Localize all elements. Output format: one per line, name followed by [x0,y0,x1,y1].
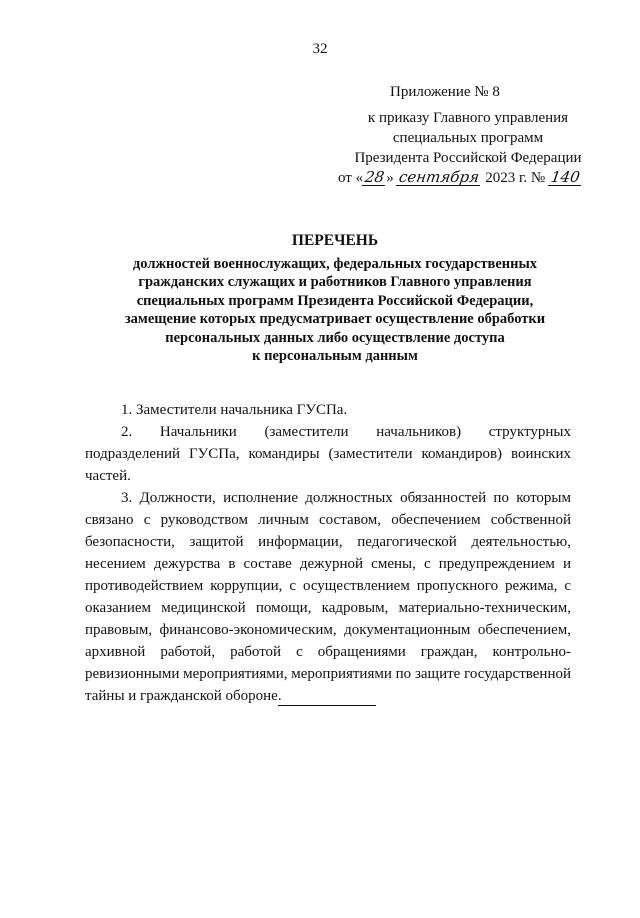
appendix-order-line: к приказу Главного управления [367,110,569,126]
handwritten-month: сентября [398,168,481,186]
title-line: специальных программ Президента Российской Федерации, [136,292,534,309]
list-item: 2. Начальники (заместители начальников) структурных подразделений ГУСПа, командиры (заместители командиров) воинских частей. [85,424,571,484]
end-divider [278,705,376,706]
document-title [95,232,575,366]
title-heading: ПЕРЕЧЕНЬ [291,232,379,249]
title-line: должностей военнослужащих, федеральных государственных [132,255,538,272]
appendix-block [338,82,598,188]
handwritten-number: 140 [549,168,581,186]
date-mid: » [386,170,398,186]
title-line: к персональным данным [252,348,418,364]
year-text: 2023 г. № [481,170,549,186]
appendix-authority-line-2: Президента Российской Федерации [354,150,582,166]
title-line: замещение которых предусматривает осуществление обработки [124,311,546,327]
handwritten-day: 28 [363,168,386,186]
list-item: 1. Заместители начальника ГУСПа. [121,402,348,418]
appendix-label: Приложение № 8 [390,84,500,100]
title-line: гражданских служащих и работников Главного управления [138,274,532,290]
list-item: 3. Должности, исполнение должностных обязанностей по которым связано с руководством личным составом, обеспечением собственной безопасности, защитой информации, педагогической деятельностью, несением дежурства в составе дежурной смены, с предупреждением и противодействием коррупции, с осуществлением пропускного режима, с оказанием медицинской помощи, кадровым, материально-техническим, правовым, финансово-экономическим, документационным обеспечением, архивной работой, работой с обращениями граждан, контрольно-ревизионными мероприятиями, мероприятиями по защите государственной тайны и гражданской обороне. [85,490,571,704]
date-prefix: от « [338,170,364,186]
list-body [85,399,571,707]
appendix-authority-line: специальных программ [392,130,544,146]
title-line: персональных данных либо осуществление доступа [165,329,505,346]
page-number: 32 [312,41,328,57]
appendix-date-line [338,168,598,188]
